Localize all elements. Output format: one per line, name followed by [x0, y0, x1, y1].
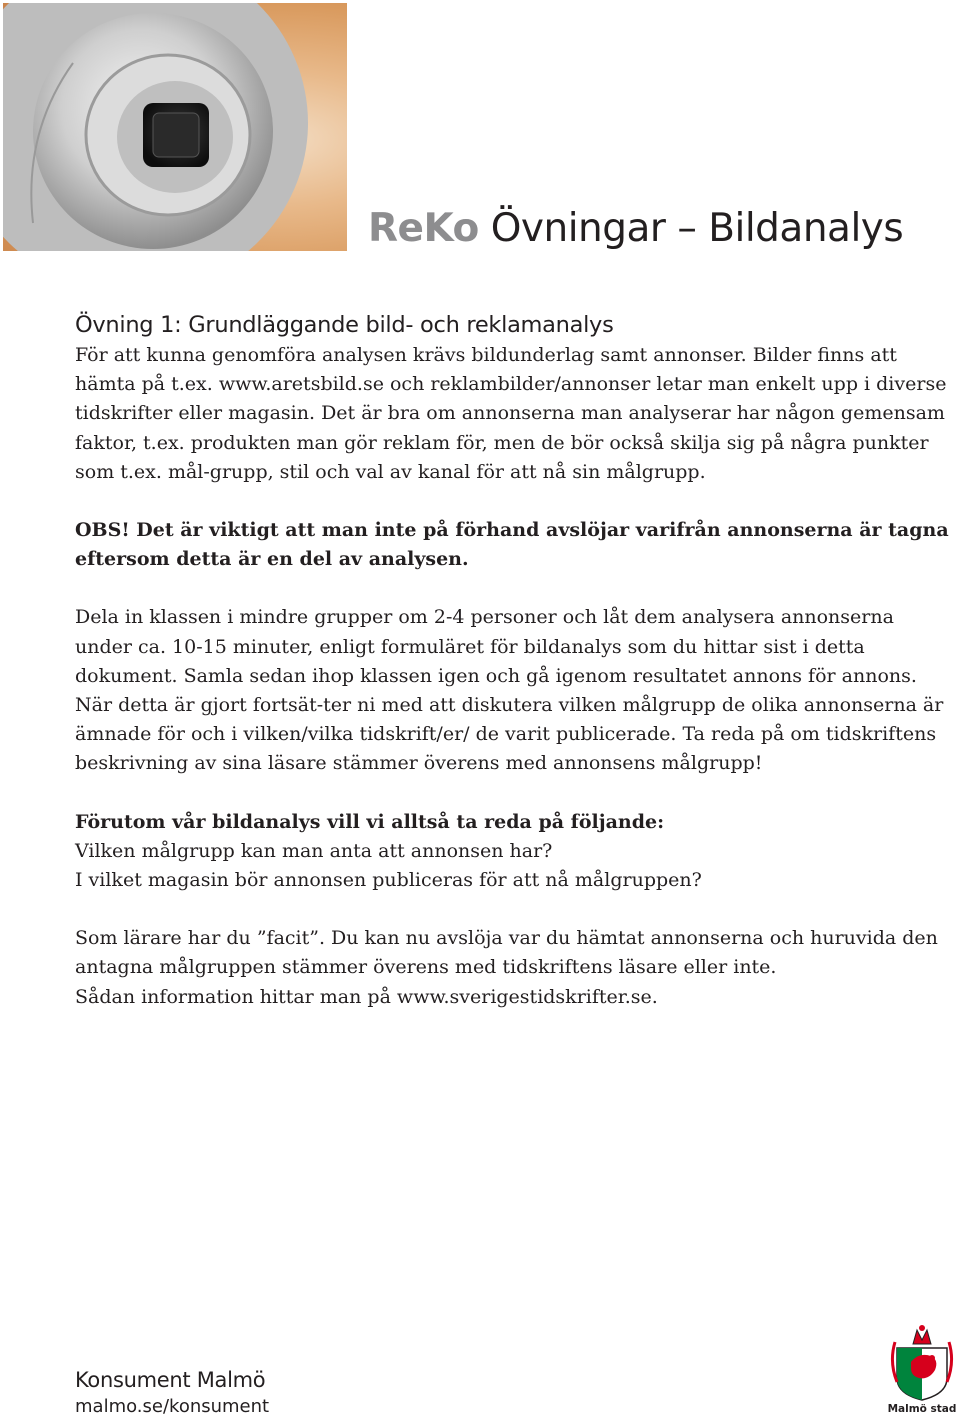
notice-paragraph: OBS! Det är viktigt att man inte på förhand avslöjar varifrån annonserna är tagna eftersom detta är en del av analysen.: [75, 519, 949, 571]
source-note: Sådan information hittar man på www.sverigestidskrifter.se.: [75, 985, 658, 1008]
footer: [75, 1366, 269, 1420]
teacher-note: Som lärare har du ”facit”. Du kan nu avslöja var du hämtat annonserna och huruvida den antagna målgruppen stämmer överens med tidskriftens läsare eller inte.: [75, 927, 938, 979]
intro-paragraph: För att kunna genomföra analysen krävs bildunderlag samt annonser. Bilder finns att hämta på t.ex. www.aretsbild.se och reklambilder/annonser letar man enkelt upp i diverse tidskrifter eller magasin. Det är bra om annonserna man analyserar har någon gemensam faktor, t.ex. produkten man gör reklam för, men de bör också skilja sig på några punkter som t.ex. mål-grupp, stil och val av kanal för att nå sin målgrupp.: [75, 344, 947, 483]
camera-lens-icon: [3, 3, 347, 251]
instructions-paragraph: Dela in klassen i mindre grupper om 2-4 personer och låt dem analysera annonserna under ca. 10-15 minuter, enligt formuläret för bildanalys som du hittar sist i detta dokument. Samla sedan ihop klassen igen och gå igenom resultatet annons för annons. När detta är gjort fortsät-ter ni med att diskutera vilken målgrupp de olika annonserna är ämnade för och i vilken/vilka tidskrift/er/ de varit publicerade. Ta reda på om tidskriftens beskrivning av sina läsare stämmer överens med annonsens målgrupp!: [75, 606, 944, 775]
exercise-heading: Övning 1: Grundläggande bild- och reklamanalys: [75, 312, 614, 338]
camera-lens-photo: [3, 3, 347, 251]
exercise-section: [75, 309, 955, 1012]
question-item: I vilket magasin bör annonsen publiceras för att nå målgruppen?: [75, 869, 702, 892]
question-item: Vilken målgrupp kan man anta att annonsen har?: [75, 839, 553, 862]
organization-name: Konsument Malmö: [75, 1368, 266, 1392]
malmo-stad-logo: [885, 1322, 959, 1418]
footer-url: malmo.se/konsument: [75, 1396, 270, 1417]
malmo-coat-of-arms-icon: [889, 1322, 955, 1402]
page-title: [368, 206, 903, 251]
brand-name: ReKo: [368, 206, 479, 251]
page-title-text: Övningar – Bildanalys: [478, 206, 904, 251]
logo-caption: Malmö stad: [887, 1403, 957, 1415]
questions-heading: Förutom vår bildanalys vill vi alltså ta reda på följande:: [75, 810, 665, 833]
